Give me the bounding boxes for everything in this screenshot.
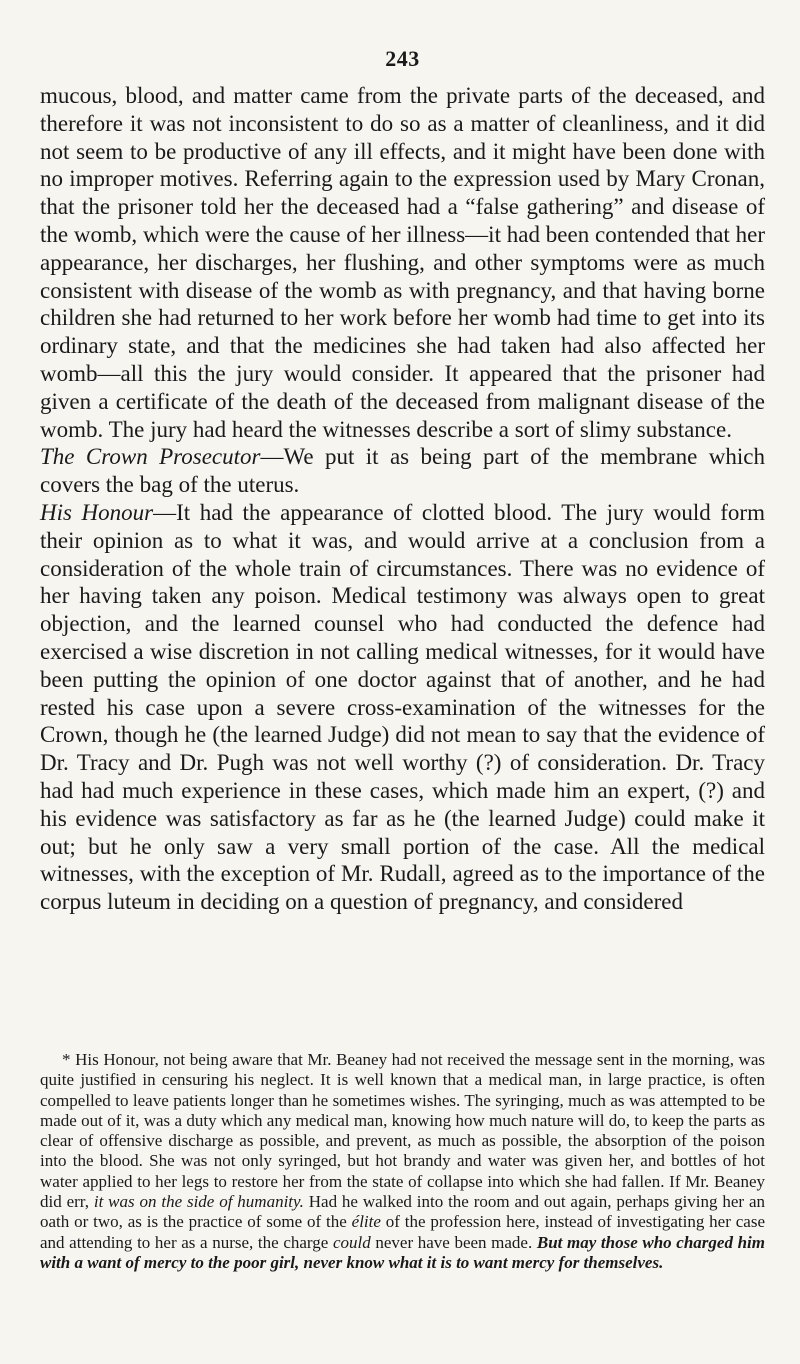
speaker-name: His Honour bbox=[40, 499, 154, 525]
footnote-segment: could bbox=[332, 1232, 371, 1252]
footnote-segment: But may those who charged him with a want of mercy to the poor girl, never know what it is to want mercy for themselves. bbox=[40, 1232, 766, 1272]
footnote-segment: His Honour, not being aware that Mr. Beaney had not received the message sent in the morning, was quite justified in censuring his neglect. It is well known that a medical man, in large practice, is often compelled to leave patients longer than he sometimes wishes. The syringing, much as was attempted to be made out of it, was a duty which any medical man, knowing how much nature will do, to keep the parts as clear of offensive discharge as possible, and prevent, as much as possible, the absorption of the poison into the blood. She was not only syringed, but hot brandy and water was given her, and bottles of hot water applied to her legs to restore her from the state of collapse into which she had fallen. If Mr. Beaney did err, bbox=[40, 1050, 765, 1212]
paragraph-text: mucous, blood, and matter came from the private parts of the deceased, and therefore it was not inconsistent to do so as a matter of cleanliness, and it did not seem to be productive of any ill effects, and it might have been done with no improper motives. Referring again to the expression used by Mary Cronan, that the prisoner told her the deceased had a “false gathering” and disease of the womb, which were the cause of her illness—it had been contended that her appearance, her discharges, her flushing, and other symptoms were as much consistent with disease of the womb as with pregnancy, and that having borne children she had returned to her work before her womb had time to get into its ordinary state, and that the medicines she had taken had also affected her womb—all this the jury would consider. It appeared that the prisoner had given a certificate of the death of the deceased from malignant disease of the womb. The jury had heard the witnesses describe a sort of slimy substance. bbox=[40, 83, 765, 442]
footnote bbox=[40, 1050, 765, 1273]
speaker-name: The Crown Prosecutor bbox=[40, 444, 261, 470]
paragraph-text: —It had the appearance of clotted blood. The jury would form their opinion as to what it was, and would arrive at a conclusion from a consideration of the whole train of circumstances. There was no evidence of her having taken any poison. Medical testimony was always open to great objection, and the learned counsel who had conducted the defence had exercised a wise discretion in not calling medical witnesses, for it would have been putting the opinion of one doctor against that of another, and he had rested his case upon a severe cross-examination of the witnesses for the Crown, though he (the learned Judge) did not mean to say that the evidence of Dr. Tracy and Dr. Pugh was not well worthy (?) of consideration. Dr. Tracy had had much experience in these cases, which made him an expert, (?) and his evidence was satisfactory as far as he (the learned Judge) could make it out; but he only saw a very small portion of the case. All the medical witnesses, with the exception of Mr. Rudall, agreed as to the importance of the corpus luteum in deciding on a question of pregnancy, and considered bbox=[40, 499, 765, 915]
book-page bbox=[40, 0, 765, 1364]
footnote-segment: never have been made. bbox=[370, 1232, 537, 1252]
paragraph-text: —We put it as being part of the membrane which covers the bag of the uterus. bbox=[40, 444, 765, 498]
footnote-segment: élite bbox=[351, 1212, 381, 1232]
paragraph bbox=[40, 443, 765, 499]
paragraph bbox=[40, 499, 765, 916]
footnote-marker: * bbox=[62, 1050, 71, 1069]
footnote-segment: it was on the side of humanity. bbox=[93, 1192, 304, 1212]
footnote-segment: Had he walked into the room and out again, perhaps giving her an oath or two, as is the practice of some of the bbox=[40, 1192, 765, 1232]
footnote-segment: of the profession here, instead of investigating her case and attending to her as a nurse, the charge bbox=[40, 1212, 765, 1252]
paragraph bbox=[40, 82, 765, 443]
main-text bbox=[40, 82, 765, 916]
page-number: 243 bbox=[385, 46, 420, 71]
